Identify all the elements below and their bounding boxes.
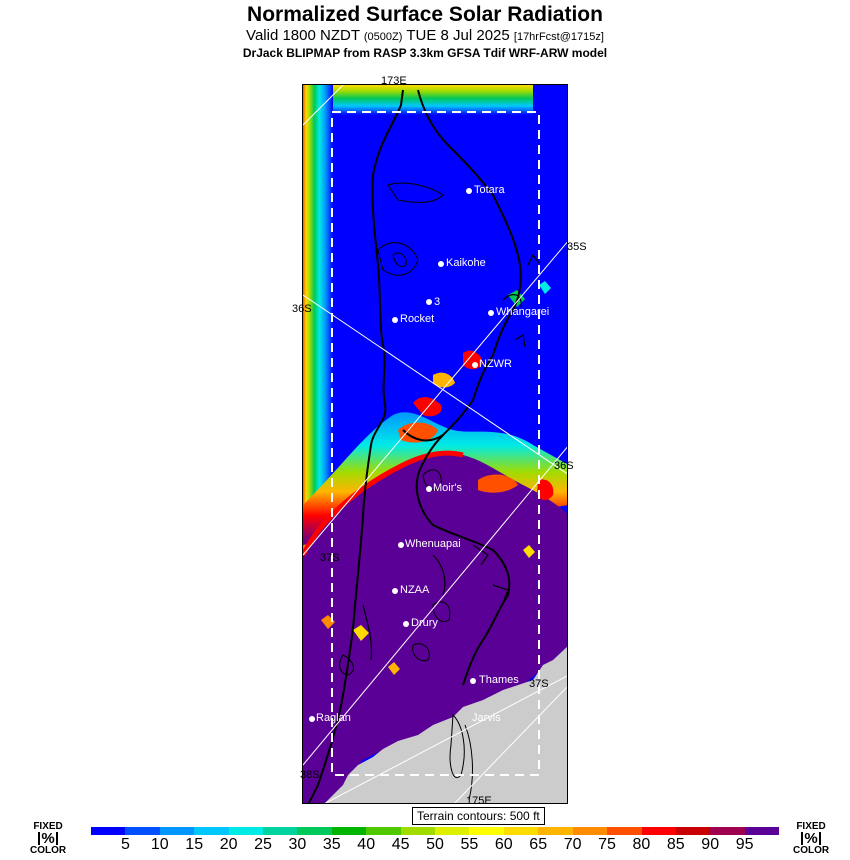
color-swatch <box>401 827 435 835</box>
place-label: NZWR <box>479 358 512 370</box>
scale-tick-label: 25 <box>254 836 272 853</box>
map-title: Normalized Surface Solar Radiation <box>247 3 603 26</box>
longitude-label: 175E <box>466 795 492 807</box>
scale-tick-label: 10 <box>150 836 169 853</box>
color-swatch <box>607 827 641 835</box>
valid-date: TUE 8 Jul 2025 <box>406 27 510 44</box>
color-swatch <box>366 827 400 835</box>
fixed-color-label-left: FIXED % COLOR <box>30 821 67 856</box>
fixed-color-label-right: FIXED % COLOR <box>793 821 830 856</box>
color-swatch <box>573 827 607 835</box>
place-label: Kaikohe <box>446 257 486 269</box>
scale-tick-label: 70 <box>563 836 582 853</box>
latitude-label: 36S <box>292 303 312 315</box>
color-swatch <box>676 827 710 835</box>
color-swatch <box>504 827 538 835</box>
scale-tick-label: 20 <box>219 836 238 853</box>
color-swatch <box>642 827 676 835</box>
latitude-label: 37S <box>320 552 340 564</box>
scale-tick-label: 5 <box>120 836 130 853</box>
color-swatch <box>160 827 194 835</box>
color-swatch <box>91 827 125 835</box>
color-swatch <box>332 827 366 835</box>
latitude-label: 37S <box>529 678 549 690</box>
scale-tick-label: 85 <box>666 836 685 853</box>
color-scale-ticks <box>91 836 779 856</box>
color-swatch <box>745 827 779 835</box>
place-label: NZAA <box>400 584 430 596</box>
scale-tick-label: 80 <box>632 836 651 853</box>
scale-tick-label: 95 <box>735 836 754 853</box>
place-label: Jarvis <box>472 712 501 724</box>
color-swatch <box>710 827 744 835</box>
solar-radiation-map <box>302 84 568 804</box>
color-swatch <box>435 827 469 835</box>
scale-tick-label: 55 <box>460 836 479 853</box>
scale-tick-label: 40 <box>357 836 376 853</box>
color-swatch <box>125 827 159 835</box>
forecast-info: [17hrFcst@1715z] <box>513 31 604 43</box>
color-swatch <box>194 827 228 835</box>
place-label: Whangarei <box>496 306 550 318</box>
zulu-time: (0500Z) <box>363 31 403 43</box>
place-label: Drury <box>411 617 438 629</box>
scale-tick-label: 75 <box>598 836 616 853</box>
place-label: Whenuapai <box>405 538 461 550</box>
color-swatch <box>263 827 297 835</box>
color-swatch <box>469 827 503 835</box>
place-label: Moir's <box>433 482 462 494</box>
latitude-label: 36S <box>554 460 574 472</box>
scale-tick-label: 65 <box>529 836 548 853</box>
terrain-contour-note: Terrain contours: 500 ft <box>412 807 545 825</box>
color-swatch <box>538 827 572 835</box>
longitude-label: 173E <box>381 75 407 87</box>
map-subtitle <box>0 27 850 44</box>
place-label: Rocket <box>400 313 435 325</box>
scale-tick-label: 50 <box>426 836 444 853</box>
place-label: Thames <box>479 674 519 686</box>
place-label: 3 <box>434 296 441 308</box>
latitude-label: 38S <box>300 769 320 781</box>
color-swatch <box>229 827 263 835</box>
valid-time: Valid 1800 NZDT <box>246 27 360 44</box>
scale-tick-label: 30 <box>288 836 307 853</box>
latitude-label: 35S <box>567 241 587 253</box>
scale-tick-label: 35 <box>322 836 341 853</box>
scale-tick-label: 90 <box>701 836 720 853</box>
place-label: Raglan <box>316 712 351 724</box>
model-description: DrJack BLIPMAP from RASP 3.3km GFSA Tdif WRF-ARW model <box>242 46 608 60</box>
color-swatch <box>297 827 331 835</box>
place-label: Totara <box>474 184 505 196</box>
scale-tick-label: 15 <box>185 836 204 853</box>
scale-tick-label: 60 <box>494 836 513 853</box>
scale-tick-label: 45 <box>391 836 410 853</box>
color-scale-bar <box>91 827 779 835</box>
